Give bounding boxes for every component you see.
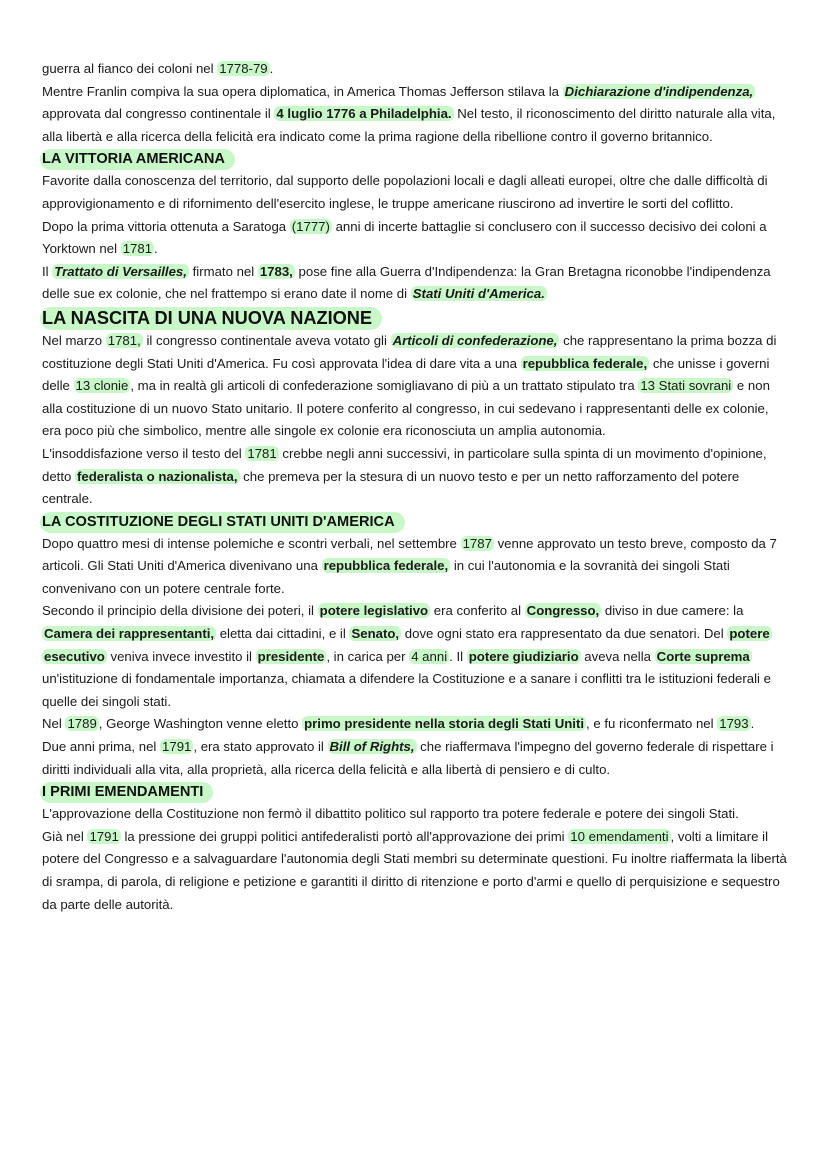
text: aveva nella: [580, 648, 655, 664]
text: Mentre Franlin compiva la sua opera diplomatica, in America Thomas Jefferson stilava la: [42, 83, 563, 99]
text: che premeva per la stesura di un nuovo testo e per un netto rafforzamento del potere centrale.: [42, 468, 740, 507]
text: Dopo quattro mesi di intense polemiche e scontri verbali, nel settembre: [42, 535, 461, 551]
text: Dopo la prima vittoria ottenuta a Saratoga: [42, 218, 290, 234]
text: .: [750, 716, 755, 732]
text: approvata dal congresso continentale il: [42, 106, 275, 122]
text: , volti a limitare il potere del Congresso e a salvaguardare l'autonomia degli Stati membri su determinate questioni. Fu inoltre riaffermata la libertà di srampa, di parola, di religione e petizione e garantiti il diritto di ritenzione e porto d'armi e quello di perquisizione e sequestro da parte delle autorità.: [42, 828, 787, 912]
text: che riaffermava l'impegno del governo federale di rispettare i diritti individuali alla vita, alla proprietà, alla ricerca della felicità e alla libertà di pensiero e di culto.: [42, 739, 774, 777]
highlight-president: presidente: [257, 648, 325, 664]
section-heading-constitution: LA COSTITUZIONE DEGLI STATI UNITI D'AMERICA: [40, 512, 405, 533]
text: venne approvato un testo breve, composto da 7 articoli. Gli Stati Uniti d'America divenivano una: [42, 535, 777, 574]
paragraph-amendments: [42, 826, 788, 916]
text: , ma in realtà gli articoli di confederazione somigliavano di più a un trattato stipulato tra: [130, 378, 639, 394]
text: era conferito al: [430, 603, 525, 619]
highlight-colonies: 13 clonie: [75, 378, 129, 394]
highlight-date: 1791: [89, 828, 119, 844]
text: pose fine alla Guerra d'Indipendenza: la Gran Bretagna riconobbe l'indipendenza delle sue ex colonie, che nel frattempo si erano date il nome di: [42, 263, 771, 302]
text: . Il: [449, 648, 467, 664]
section-heading-american-victory: LA VITTORIA AMERICANA: [40, 149, 235, 170]
paragraph-debate: [42, 803, 788, 826]
highlight-judiciary: potere giudiziario: [468, 648, 579, 664]
highlight-federal-republic: repubblica federale,: [323, 558, 449, 574]
highlight-legislative: potere legislativo: [319, 603, 429, 619]
text: crebbe negli anni successivi, in particolare sulla spinta di un movimento d'opinione, detto: [42, 445, 767, 484]
highlight-house: Camera dei rappresentanti,: [44, 626, 215, 642]
highlight-congress: Congresso,: [526, 603, 600, 619]
highlight-date: 1787: [462, 535, 492, 551]
highlight-treaty: Trattato di Versailles,: [54, 263, 187, 279]
text: in cui l'autonomia e la sovranità dei singoli Stati convenivano con un potere centrale forte.: [42, 558, 730, 596]
paragraph-dissatisfaction: [42, 443, 788, 511]
text: , George Washington venne eletto: [98, 716, 303, 732]
paragraph-declaration-of-independence: [42, 81, 788, 149]
text: che rappresentano la prima bozza di costituzione degli Stati Uniti d'America. Fu così approvata l'idea di dare vita a una: [42, 332, 777, 371]
highlight-first-president: primo presidente nella storia degli Stati Uniti: [304, 716, 585, 732]
highlight-date: (1777): [291, 218, 330, 234]
highlight-date: 1789: [67, 716, 97, 732]
text: L'insoddisfazione verso il testo del: [42, 445, 246, 461]
section-heading-new-nation: LA NASCITA DI UNA NUOVA NAZIONE: [40, 307, 382, 330]
text: dove ogni stato era rappresentato da due senatori. Del: [401, 626, 728, 642]
highlight-date: 1781,: [107, 332, 141, 348]
paragraph-war-alongside-colonists: [42, 58, 788, 81]
text: e non alla costituzione di un nuovo Stato unitario. Il potere conferito al congresso, in cui sedevano i rappresentanti delle ex colonie, era poco più che simbolico, mentre alle singole ex colonie era riconosciuta un amplia autonomia.: [42, 378, 770, 439]
highlight-bill-of-rights: Bill of Rights,: [329, 739, 415, 755]
highlight-date: 1793: [719, 716, 749, 732]
text: Nel testo, il riconoscimento del diritto naturale alla vita, alla libertà e alla ricerca della felicità era indicato come la prima ragione della ribellione contro il governo britannico.: [42, 106, 776, 144]
paragraph-articles-of-confederation: [42, 330, 788, 443]
text: Nel marzo: [42, 332, 106, 348]
highlight-sovereign-states: 13 Stati sovrani: [640, 378, 732, 394]
text: anni di incerte battaglie si conclusero con il successo decisivo dei coloni a Yorktown nel: [42, 218, 767, 257]
text: Già nel: [42, 828, 88, 844]
text: veniva invece investito il: [106, 648, 256, 664]
paragraph-constitution-approval: [42, 533, 788, 601]
highlight-executive: potere esecutivo: [44, 626, 770, 664]
text: Il: [42, 263, 53, 279]
highlight-senate: Senato,: [351, 626, 400, 642]
highlight-date: 1791: [162, 739, 192, 755]
text: L'approvazione della Costituzione non fermò il dibattito politico sul rapporto tra potere federale e potere dei singoli Stati.: [42, 806, 739, 822]
paragraph-treaty-versailles: [42, 261, 788, 306]
paragraph-washington: [42, 713, 788, 736]
highlight-amendments: 10 emendamenti: [570, 828, 669, 844]
text: .: [154, 241, 158, 257]
text: diviso in due camere: la: [601, 603, 744, 619]
highlight-supreme-court: Corte suprema: [656, 648, 750, 664]
text: , era stato approvato il: [193, 739, 328, 755]
text: la pressione dei gruppi politici antifederalisti portò all'approvazione dei primi: [120, 828, 569, 844]
highlight-date-place: 4 luglio 1776 a Philadelphia.: [276, 106, 452, 122]
paragraph-separation-of-powers: [42, 600, 788, 713]
text: Secondo il principio della divisione dei poteri, il: [42, 603, 318, 619]
highlight-date: 1781: [247, 445, 277, 461]
text: , in carica per: [326, 648, 410, 664]
highlight-federalist: federalista o nazionalista,: [77, 468, 238, 484]
section-heading-first-amendments: I PRIMI EMENDAMENTI: [40, 782, 213, 803]
paragraph-bill-of-rights: [42, 736, 788, 781]
highlight-date: 1778-79: [219, 61, 268, 76]
text: Favorite dalla conoscenza del territorio, dal supporto delle popolazioni locali e dagli alleati europei, oltre che dalle difficoltà di approvigionamento e di rifornimento dell'esercito inglese, le truppe americane riuscirono ad invertire le sorti del coflitto.: [42, 173, 768, 211]
highlight-date: 1781: [122, 241, 153, 257]
text: .: [269, 61, 274, 76]
highlight-federal-republic: repubblica federale,: [522, 355, 648, 371]
highlight-date: 1783,: [259, 263, 293, 279]
paragraph-saratoga-yorktown: [42, 216, 788, 261]
text: il congresso continentale aveva votato gli: [142, 332, 391, 348]
text: firmato nel: [188, 263, 258, 279]
highlight-term: 4 anni: [411, 648, 448, 664]
text: Due anni prima, nel: [42, 739, 161, 755]
highlight-declaration: Dichiarazione d'indipendenza,: [564, 83, 754, 99]
highlight-articles: Articoli di confederazione,: [392, 332, 558, 348]
text: , e fu riconfermato nel: [586, 716, 718, 732]
text: un'istituzione di fondamentale importanza, chiamata a difendere la Costituzione e a sanare i conflitti tra le istituzioni federali e quelle dei singoli stati.: [42, 671, 771, 709]
text: guerra al fianco dei coloni nel: [42, 61, 218, 76]
text: eletta dai cittadini, e il: [216, 626, 350, 642]
paragraph-favorite: [42, 170, 788, 215]
text: che unisse i governi delle: [42, 355, 770, 394]
text: Nel: [42, 716, 66, 732]
highlight-usa: Stati Uniti d'America.: [412, 286, 545, 302]
